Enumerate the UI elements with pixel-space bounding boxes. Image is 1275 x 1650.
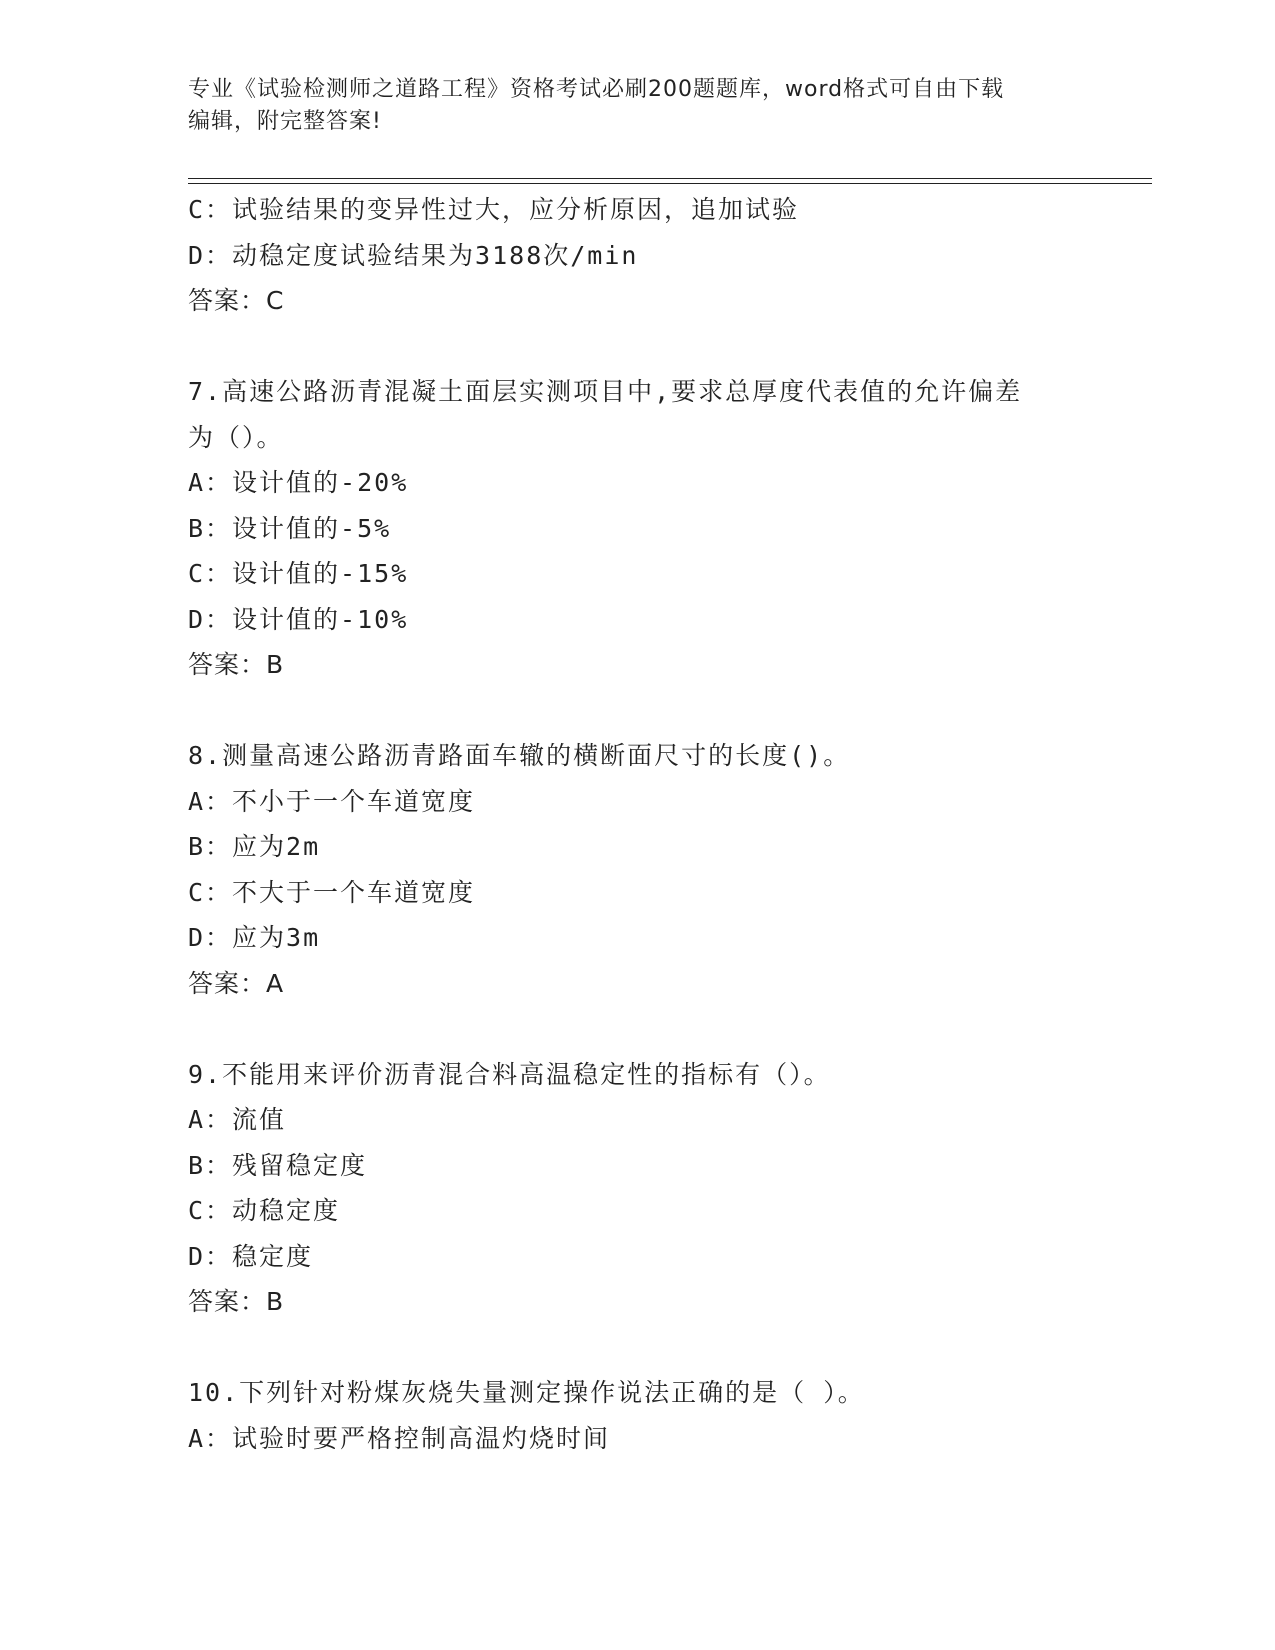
option-d: D：稳定度 — [188, 1241, 314, 1271]
question-7 — [188, 369, 1088, 688]
option-a: A：试验时要严格控制高温灼烧时间 — [188, 1423, 611, 1453]
option-a: A：设计值的-20% — [188, 468, 409, 497]
question-9 — [188, 1052, 1088, 1325]
answer-label: 答案：B — [188, 1287, 285, 1316]
question-list — [188, 187, 1088, 1461]
answer-label: 答案：C — [188, 286, 285, 315]
question-stem: 8.测量高速公路沥青路面车辙的横断面尺寸的长度()。 — [188, 741, 851, 770]
option-a: A：流值 — [188, 1105, 287, 1134]
question-10 — [188, 1370, 1088, 1461]
header-divider-bottom — [188, 183, 1152, 184]
header-title-line-1: 专业《试验检测师之道路工程》资格考试必刷200题题库，word格式可自由下载 — [188, 77, 1005, 102]
answer-label: 答案：A — [188, 968, 285, 998]
question-stem: 7.高速公路沥青混凝土面层实测项目中,要求总厚度代表值的允许偏差 — [188, 377, 1023, 406]
option-d: D：动稳定度试验结果为3188次/min — [188, 240, 639, 270]
option-c: C：不大于一个车道宽度 — [188, 877, 476, 907]
option-b: B：残留稳定度 — [188, 1150, 368, 1180]
option-d: D：设计值的-10% — [188, 604, 409, 634]
option-c: C：动稳定度 — [188, 1196, 341, 1225]
option-b: B：应为2m — [188, 832, 321, 861]
option-c: C：试验结果的变异性过大，应分析原因，追加试验 — [188, 195, 800, 224]
option-c: C：设计值的-15% — [188, 559, 409, 588]
question-stem: 10.下列针对粉煤灰烧失量测定操作说法正确的是（ ）。 — [188, 1378, 865, 1407]
question-stem: 9.不能用来评价沥青混合料高温稳定性的指标有（）。 — [188, 1059, 831, 1089]
question-8 — [188, 733, 1088, 1006]
option-b: B：设计值的-5% — [188, 513, 392, 543]
option-a: A：不小于一个车道宽度 — [188, 786, 476, 816]
answer-label: 答案：B — [188, 650, 285, 679]
question-6-continued — [188, 187, 1088, 324]
question-stem-continued: 为（）。 — [188, 422, 284, 452]
header-title-line-2: 编辑，附完整答案! — [188, 109, 382, 134]
header-divider-top — [188, 178, 1152, 179]
document-header — [188, 74, 1088, 138]
option-d: D：应为3m — [188, 923, 321, 952]
